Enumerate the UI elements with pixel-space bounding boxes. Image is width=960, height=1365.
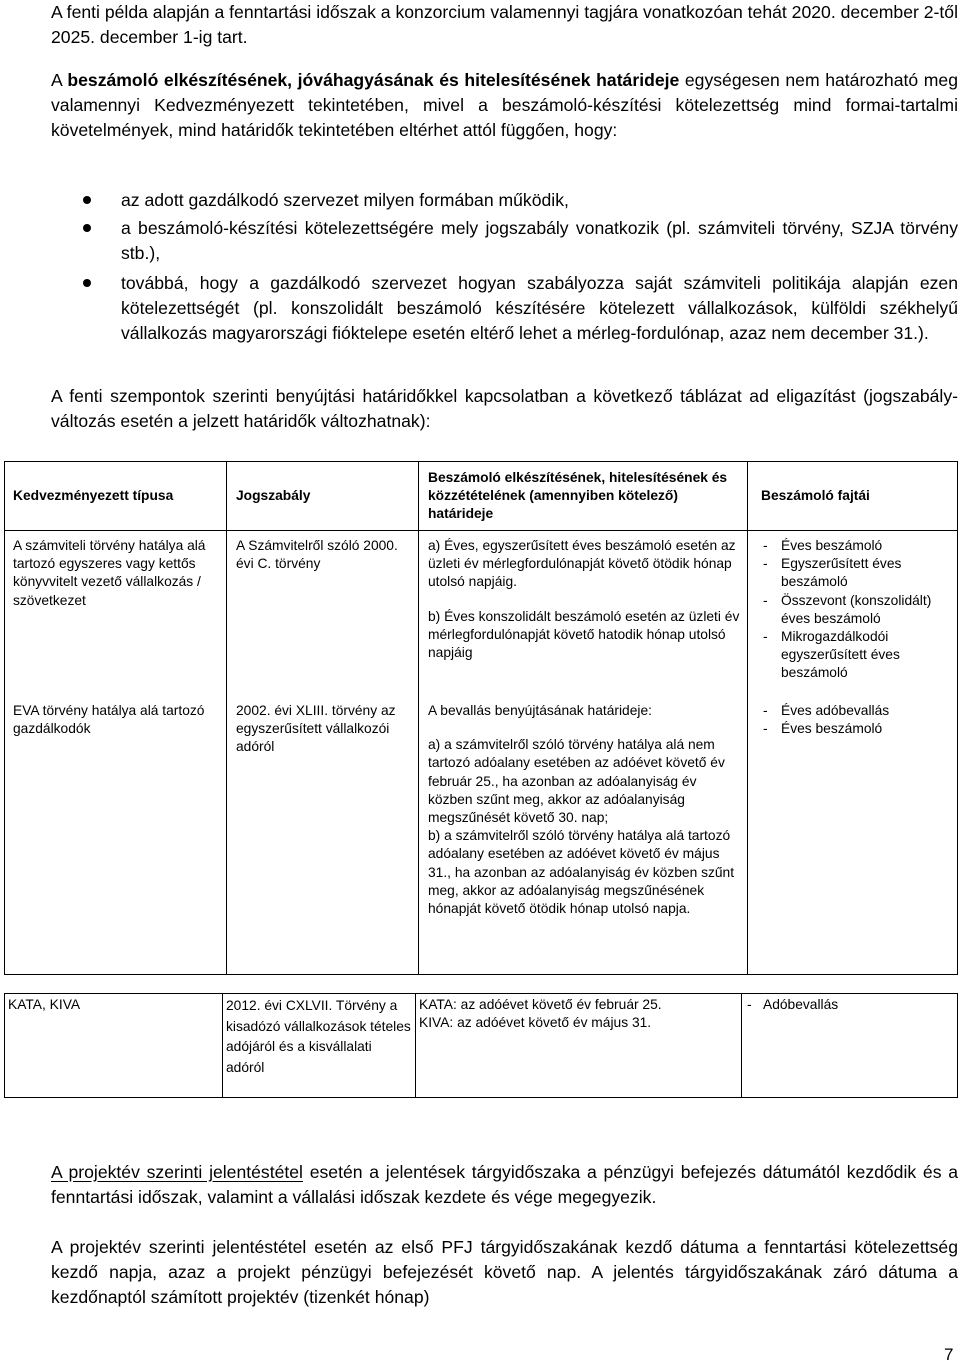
table-cell-kinds — [745, 996, 950, 1014]
table-border — [957, 461, 958, 975]
deadline-a: a) a számvitelről szóló törvény hatálya alá nem tartozó adóalany esetében az adóévet követő év február 25., ha azonban az adóalanyiság év közben szűnt meg, akkor az adóalanyiság megszűnését követő 30. nap; — [428, 737, 725, 826]
kind-item: - Éves adóbevallás — [761, 702, 951, 720]
table-cell-kinds — [761, 537, 951, 683]
table-cell-law: 2002. évi XLIII. törvény az egyszerűsített vállalkozói adóról — [236, 703, 396, 755]
table-cell-type: KATA, KIVA — [8, 997, 81, 1012]
table-header-cell: Kedvezményezett típusa — [13, 487, 174, 503]
table-border — [226, 461, 227, 975]
deadline-bold-phrase: beszámoló elkészítésének, jóváhagyásának és hitelesítésének határideje — [67, 70, 680, 90]
table-intro-paragraph: A fenti szempontok szerinti benyújtási határidőkkel kapcsolatban a következő táblázat ad eligazítást (jogszabály-változás esetén a jelzett határidők változhatnak): — [51, 386, 958, 431]
table-border — [4, 461, 5, 975]
bullet-item: az adott gazdálkodó szervezet milyen formában működik, — [121, 190, 569, 210]
table-border — [4, 974, 958, 975]
intro-paragraph: A fenti példa alapján a fenntartási időszak a konzorcium valamennyi tagjára vonatkozóan tehát 2020. december 2-től 2025. december 1-ig tart. — [51, 2, 958, 47]
table-cell-law: A Számvitelről szóló 2000. évi C. törvény — [236, 538, 398, 572]
deadline-a: a) Éves, egyszerűsített éves beszámoló esetén az üzleti év mérlegfordulónapját követő ötödik hónap utolsó napjáig. — [428, 538, 736, 590]
table-border — [747, 461, 748, 975]
table-border — [4, 1097, 958, 1098]
deadline-b: b) a számvitelről szóló törvény hatálya alá tartozó adóalany esetében az adóévet követő év május 31., ha azonban az adóalanyiság év közben szűnt meg, akkor az adóalanyiság megszűnésének hónapját követő ötödik hónap utolsó napja. — [428, 828, 735, 917]
deadline-a: KATA: az adóévet követő év február 25. — [419, 997, 662, 1012]
deadline-paragraph: A beszámoló elkészítésének, jóváhagyásának és hitelesítésének határideje egységesen nem határozható meg valamennyi Kedvezményezett tekintetében, mivel a beszámoló-készítési kötelezettség mind formai-tartalmi követelmények, mind határidők tekintetében eltérhet attól függően, hogy: — [51, 70, 958, 140]
table-border — [415, 993, 416, 1098]
table-cell-law: 2012. évi CXLVII. Törvény a kisadózó vállalkozások tételes adójáról és a kisvállalati adóról — [226, 998, 411, 1075]
table-cell-type: EVA törvény hatálya alá tartozó gazdálkodók — [13, 703, 205, 737]
page-number: 7 — [944, 1345, 954, 1364]
deadline-b: b) Éves konszolidált beszámoló esetén az üzleti év mérlegfordulónapját követő hatodik hónap utolsó napjáig — [428, 608, 740, 661]
table-border — [4, 530, 958, 531]
table-border — [418, 461, 419, 975]
kind-item: - Éves beszámoló — [761, 537, 951, 555]
deadline-b: KIVA: az adóévet követő év május 31. — [419, 1015, 652, 1031]
deadline-intro: A bevallás benyújtásának határideje: — [428, 703, 652, 718]
bullet-dot — [83, 196, 91, 204]
reporting-period-paragraph: A projektév szerinti jelentéstétel esetén az első PFJ tárgyidőszakának kezdő dátuma a fenntartási kötelezettség kezdő napja, azaz a projekt pénzügyi befejezését követő nap. A jelentés tárgyidőszakának záró dátuma a kezdőnaptól számított projektév (tizenkét hónap) — [51, 1237, 958, 1307]
table-cell-kinds — [761, 702, 951, 738]
kind-item: - Éves beszámoló — [761, 720, 951, 738]
bullet-dot — [83, 279, 91, 287]
kind-item: - Adóbevallás — [745, 996, 950, 1014]
table-border — [957, 993, 958, 1098]
table-border — [222, 993, 223, 1098]
table-cell-deadline — [419, 996, 737, 1032]
kind-item: - Összevont (konszolidált) éves beszámoló — [761, 592, 951, 628]
kind-item: - Egyszerűsített éves beszámoló — [761, 555, 951, 591]
table-border — [4, 993, 5, 1098]
table-cell-deadline — [428, 537, 740, 662]
reporting-paragraph: A projektév szerinti jelentéstétel esetén a jelentések tárgyidőszaka a pénzügyi befejezés dátumától kezdődik és a fenntartási időszak, valamint a vállalási időszak kezdete és vége megegyezik. — [51, 1162, 959, 1207]
table-border — [4, 993, 958, 994]
table-border — [741, 993, 742, 1098]
table-cell-type: A számviteli törvény hatálya alá tartozó egyszeres vagy kettős könyvvitelt vezető vállalkozás / szövetkezet — [13, 538, 206, 608]
kind-item: - Mikrogazdálkodói egyszerűsített éves beszámoló — [761, 628, 951, 683]
table-header-cell: Beszámoló fajtái — [761, 487, 870, 503]
bullet-item: a beszámoló-készítési kötelezettségére mely jogszabály vonatkozik (pl. számviteli törvény, SZJA törvény stb.), — [121, 218, 958, 263]
bullet-item: továbbá, hogy a gazdálkodó szervezet hogyan szabályozza saját számviteli politikája alapján ezen kötelezettségét (pl. konszolidált beszámoló készítésére kötelezett vállalkozások, külföldi székhelyű vállalkozás magyarországi fióktelepe esetén eltérő lehet a mérleg-fordulónap, azaz nem december 31.). — [121, 273, 958, 343]
bullet-dot — [83, 224, 91, 232]
table-header-cell: Beszámoló elkészítésének, hitelesítésének és közzétételének (amennyiben kötelező) határideje — [428, 469, 728, 522]
reporting-link: A projektév szerinti jelentéstétel — [51, 1162, 303, 1182]
table-header-cell: Jogszabály — [236, 487, 311, 503]
table-cell-deadline — [428, 702, 740, 918]
